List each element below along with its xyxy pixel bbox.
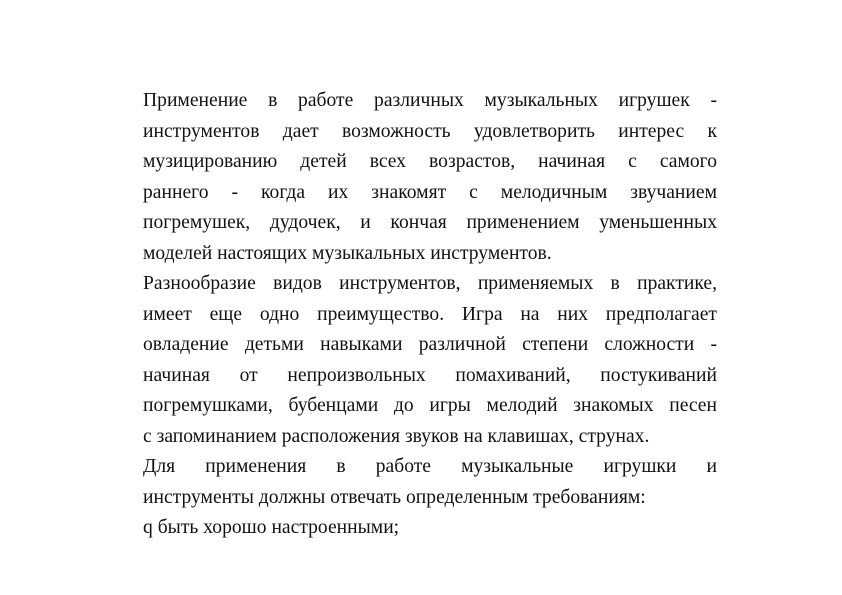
text-line: раннего - когда их знакомят с мелодичным звучанием (143, 181, 717, 203)
text-line: Для применения в работе музыкальные игрушки и (143, 456, 717, 477)
text-line: погремушек, дудочек, и кончая применением уменьшенных (143, 212, 717, 233)
paragraph-2 (143, 269, 717, 452)
text-line: начиная от непроизвольных помахиваний, постукиваний (143, 364, 717, 386)
text-line: с запоминанием расположения звуков на клавишах, струнах. (143, 425, 650, 447)
paragraph-1 (143, 86, 717, 269)
bullet-item-text: q быть хорошо настроенными; (143, 517, 400, 538)
text-line: музицированию детей всех возрастов, начиная с самого (143, 151, 717, 172)
text-line: овладение детьми навыками различной степени сложности - (143, 334, 717, 355)
text-line: инструментов дает возможность удовлетворить интерес к (143, 120, 717, 142)
bullet-item (143, 513, 717, 544)
text-line: погремушками, бубенцами до игры мелодий знакомых песен (143, 395, 717, 416)
text-line: моделей настоящих музыкальных инструментов. (143, 242, 552, 264)
text-line: Применение в работе различных музыкальных игрушек - (143, 90, 717, 111)
text-line: имеет еще одно преимущество. Игра на них предполагает (143, 303, 717, 325)
paragraph-3 (143, 452, 717, 513)
document-text (143, 86, 717, 544)
text-line: Разнообразие видов инструментов, применяемых в практике, (143, 273, 717, 294)
text-line: инструменты должны отвечать определенным требованиям: (143, 486, 646, 508)
